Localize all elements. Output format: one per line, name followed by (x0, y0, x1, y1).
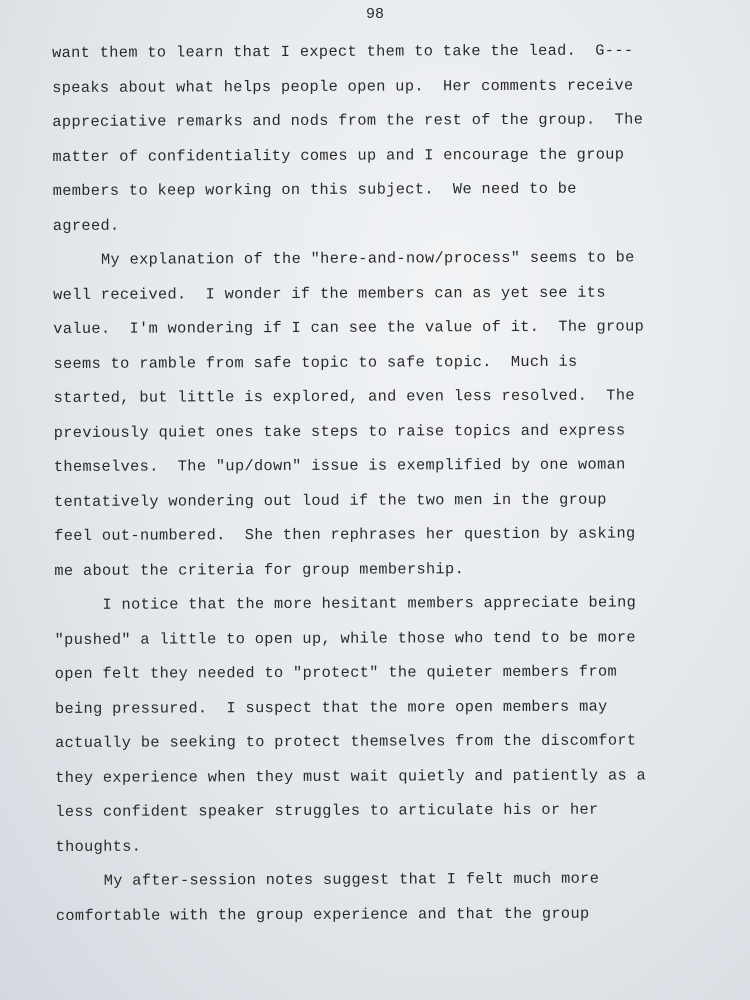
text-line: agreed. (52, 216, 120, 235)
text-line: started, but little is explored, and even less resolved. The (53, 386, 635, 407)
text-line: seems to ramble from safe topic to safe topic. Much is (53, 352, 578, 373)
text-line: they experience when they must wait quietly and patiently as a (55, 765, 647, 787)
text-line: "pushed" a little to open up, while those who tend to be more (54, 627, 636, 649)
text-line: My explanation of the "here-and-now/process" seems to be (100, 248, 635, 269)
text-line: tentatively wondering out loud if the two men in the group (53, 490, 607, 511)
text-line: comfortable with the group experience and that the group (55, 904, 590, 925)
text-line: I notice that the more hesitant members appreciate being (102, 593, 637, 614)
text-line: previously quiet ones take steps to raise topics and express (53, 421, 626, 442)
text-line: appreciative remarks and nods from the rest of the group. The (52, 110, 644, 131)
text-line: thoughts. (55, 837, 142, 856)
text-line: members to keep working on this subject. We need to be (52, 179, 577, 200)
page-number: 98 (365, 6, 384, 23)
body-text (52, 33, 706, 933)
text-line: value. I'm wondering if I can see the value of it. The group (53, 317, 645, 338)
text-line: open felt they needed to "protect" the quieter members from (54, 662, 618, 683)
text-line: me about the criteria for group membership. (54, 559, 465, 580)
text-line: speaks about what helps people open up. Her comments receive (52, 75, 634, 97)
text-line: less confident speaker struggles to articulate his or her (55, 800, 599, 821)
text-line: matter of confidentiality comes up and I encourage the group (52, 145, 625, 166)
text-line: well received. I wonder if the members can as yet see its (53, 283, 606, 304)
text-line: want them to learn that I expect them to take the lead. G--- (52, 41, 634, 62)
text-line: themselves. The "up/down" issue is exemplified by one woman (53, 455, 626, 476)
text-line: My after-session notes suggest that I felt much more (103, 869, 600, 890)
text-line: feel out-numbered. She then rephrases her question by asking (54, 524, 636, 545)
text-line: actually be seeking to protect themselves from the discomfort (55, 731, 637, 752)
text-line: being pressured. I suspect that the more open members may (54, 697, 608, 718)
